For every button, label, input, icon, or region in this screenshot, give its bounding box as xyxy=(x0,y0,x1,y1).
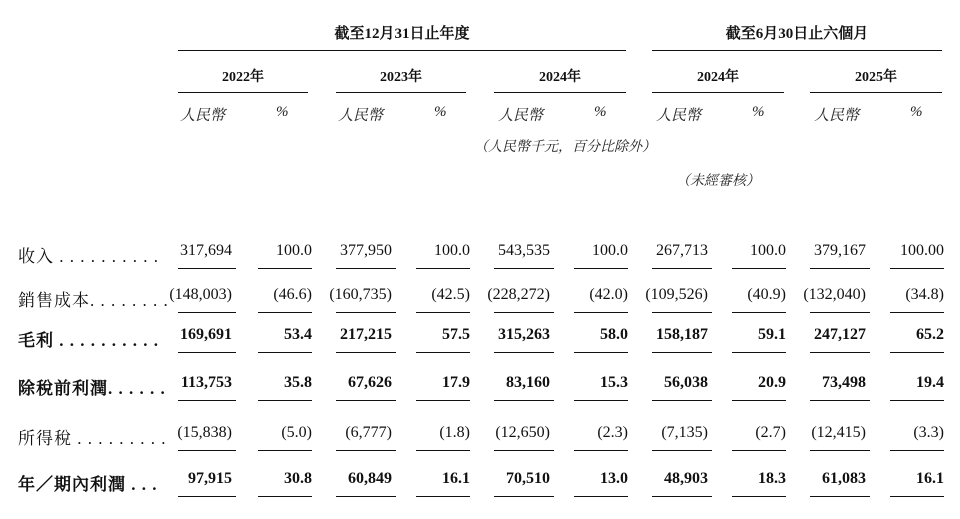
cell-underline xyxy=(178,352,236,353)
amount-cell: 267,713 xyxy=(656,242,708,259)
amount-cell: 377,950 xyxy=(340,242,392,259)
cell-underline xyxy=(810,450,870,451)
cell-underline xyxy=(890,352,944,353)
amount-cell: (148,003) xyxy=(169,286,232,303)
cell-underline xyxy=(258,496,312,497)
percent-cell: 35.8 xyxy=(284,374,312,391)
percent-cell: 30.8 xyxy=(284,470,312,487)
cell-underline xyxy=(494,496,554,497)
cell-underline xyxy=(652,496,712,497)
cell-underline xyxy=(336,312,396,313)
amount-cell: (6,777) xyxy=(345,424,392,441)
currency-label: 人民幣 xyxy=(180,108,226,124)
amount-cell: 83,160 xyxy=(506,374,550,391)
cell-underline xyxy=(494,352,554,353)
amount-cell: (15,838) xyxy=(177,424,232,441)
cell-underline xyxy=(810,496,870,497)
amount-cell: 48,903 xyxy=(664,470,708,487)
amount-cell: (12,650) xyxy=(495,424,550,441)
amount-cell: 61,083 xyxy=(822,470,866,487)
amount-cell: 317,694 xyxy=(180,242,232,259)
percent-label: % xyxy=(594,104,607,120)
percent-cell: (2.7) xyxy=(755,424,786,441)
table-row xyxy=(0,242,960,268)
amount-cell: 217,215 xyxy=(340,326,392,343)
cell-underline xyxy=(178,268,236,269)
percent-label: % xyxy=(752,104,765,120)
percent-cell: 59.1 xyxy=(758,326,786,343)
amount-cell: 379,167 xyxy=(814,242,866,259)
percent-cell: 57.5 xyxy=(442,326,470,343)
year-rule-2025-hy xyxy=(810,92,942,93)
amount-cell: 543,535 xyxy=(498,242,550,259)
cell-underline xyxy=(890,400,944,401)
cell-underline xyxy=(336,496,396,497)
percent-cell: 18.3 xyxy=(758,470,786,487)
percent-cell: 16.1 xyxy=(916,470,944,487)
amount-cell: (109,526) xyxy=(645,286,708,303)
table-row xyxy=(0,470,960,496)
year-rule-2022 xyxy=(178,92,308,93)
percent-cell: (40.9) xyxy=(747,286,786,303)
unaudited-note: （未經審核） xyxy=(676,174,760,189)
amount-cell: 70,510 xyxy=(506,470,550,487)
cell-underline xyxy=(494,400,554,401)
cell-underline xyxy=(574,400,628,401)
cell-underline xyxy=(890,496,944,497)
percent-cell: 17.9 xyxy=(442,374,470,391)
cell-underline xyxy=(890,312,944,313)
cell-underline xyxy=(416,450,470,451)
percent-label: % xyxy=(910,104,923,120)
amount-cell: 315,263 xyxy=(498,326,550,343)
cell-underline xyxy=(890,268,944,269)
percent-cell: (3.3) xyxy=(913,424,944,441)
cell-underline xyxy=(732,496,786,497)
cell-underline xyxy=(494,268,554,269)
percent-cell: (42.0) xyxy=(589,286,628,303)
cell-underline xyxy=(336,352,396,353)
cell-underline xyxy=(652,268,712,269)
group-rule-half-year xyxy=(652,50,942,51)
percent-cell: 100.0 xyxy=(434,242,470,259)
cell-underline xyxy=(652,312,712,313)
table-row xyxy=(0,424,960,450)
cell-underline xyxy=(494,450,554,451)
row-label: 除稅前利潤. . . . . . xyxy=(18,379,166,398)
cell-underline xyxy=(574,312,628,313)
cell-underline xyxy=(652,400,712,401)
cell-underline xyxy=(178,312,236,313)
amount-cell: 247,127 xyxy=(814,326,866,343)
row-label: 銷售成本. . . . . . . . xyxy=(18,291,169,310)
cell-underline xyxy=(810,400,870,401)
cell-underline xyxy=(258,400,312,401)
table-row xyxy=(0,286,960,312)
year-header-2025-hy: 2025年 xyxy=(855,70,897,85)
amount-cell: (160,735) xyxy=(329,286,392,303)
percent-cell: 100.00 xyxy=(900,242,944,259)
percent-cell: (42.5) xyxy=(431,286,470,303)
percent-cell: 100.0 xyxy=(276,242,312,259)
amount-cell: 97,915 xyxy=(188,470,232,487)
amount-cell: (228,272) xyxy=(487,286,550,303)
year-header-2024-hy: 2024年 xyxy=(697,70,739,85)
cell-underline xyxy=(416,268,470,269)
cell-underline xyxy=(574,268,628,269)
amount-cell: (12,415) xyxy=(811,424,866,441)
group-rule-fiscal-year xyxy=(178,50,626,51)
cell-underline xyxy=(494,312,554,313)
cell-underline xyxy=(178,496,236,497)
table-row xyxy=(0,374,960,400)
row-label: 所得稅 . . . . . . . . . xyxy=(18,429,167,448)
cell-underline xyxy=(810,312,870,313)
year-rule-2024-fy xyxy=(494,92,626,93)
percent-cell: 53.4 xyxy=(284,326,312,343)
percent-cell: 58.0 xyxy=(600,326,628,343)
cell-underline xyxy=(810,268,870,269)
cell-underline xyxy=(336,268,396,269)
percent-cell: (5.0) xyxy=(281,424,312,441)
amount-cell: 113,753 xyxy=(180,374,232,391)
percent-cell: (34.8) xyxy=(905,286,944,303)
cell-underline xyxy=(574,352,628,353)
amount-cell: 158,187 xyxy=(656,326,708,343)
group-header-half-year: 截至6月30日止六個月 xyxy=(725,26,869,42)
percent-cell: 13.0 xyxy=(600,470,628,487)
cell-underline xyxy=(416,496,470,497)
cell-underline xyxy=(258,352,312,353)
percent-cell: (1.8) xyxy=(439,424,470,441)
row-label: 毛利 . . . . . . . . . . xyxy=(18,331,159,350)
amount-cell: (132,040) xyxy=(803,286,866,303)
cell-underline xyxy=(652,352,712,353)
amount-cell: 56,038 xyxy=(664,374,708,391)
thousands-note: （人民幣千元，百分比除外） xyxy=(474,140,656,155)
cell-underline xyxy=(810,352,870,353)
amount-cell: 60,849 xyxy=(348,470,392,487)
cell-underline xyxy=(336,450,396,451)
cell-underline xyxy=(178,400,236,401)
group-header-fiscal-year: 截至12月31日止年度 xyxy=(334,26,470,42)
cell-underline xyxy=(258,312,312,313)
cell-underline xyxy=(890,450,944,451)
currency-label: 人民幣 xyxy=(338,108,384,124)
amount-cell: (7,135) xyxy=(661,424,708,441)
percent-cell: 16.1 xyxy=(442,470,470,487)
percent-cell: 100.0 xyxy=(750,242,786,259)
year-rule-2023 xyxy=(336,92,466,93)
cell-underline xyxy=(416,400,470,401)
cell-underline xyxy=(336,400,396,401)
cell-underline xyxy=(732,352,786,353)
percent-cell: (46.6) xyxy=(273,286,312,303)
cell-underline xyxy=(416,352,470,353)
cell-underline xyxy=(732,268,786,269)
percent-label: % xyxy=(434,104,447,120)
cell-underline xyxy=(732,312,786,313)
currency-label: 人民幣 xyxy=(498,108,544,124)
cell-underline xyxy=(416,312,470,313)
amount-cell: 67,626 xyxy=(348,374,392,391)
row-label: 年／期內利潤 . . . xyxy=(18,475,158,494)
percent-cell: 19.4 xyxy=(916,374,944,391)
cell-underline xyxy=(574,496,628,497)
cell-underline xyxy=(178,450,236,451)
cell-underline xyxy=(574,450,628,451)
cell-underline xyxy=(652,450,712,451)
year-header-2023: 2023年 xyxy=(380,70,422,85)
year-header-2024-fy: 2024年 xyxy=(539,70,581,85)
row-label: 收入 . . . . . . . . . . xyxy=(18,247,159,266)
table-row xyxy=(0,326,960,352)
percent-cell: 100.0 xyxy=(592,242,628,259)
percent-cell: 15.3 xyxy=(600,374,628,391)
currency-label: 人民幣 xyxy=(656,108,702,124)
cell-underline xyxy=(258,450,312,451)
year-rule-2024-hy xyxy=(652,92,784,93)
currency-label: 人民幣 xyxy=(814,108,860,124)
year-header-2022: 2022年 xyxy=(222,70,264,85)
cell-underline xyxy=(732,450,786,451)
cell-underline xyxy=(258,268,312,269)
amount-cell: 169,691 xyxy=(180,326,232,343)
amount-cell: 73,498 xyxy=(822,374,866,391)
cell-underline xyxy=(732,400,786,401)
percent-label: % xyxy=(276,104,289,120)
percent-cell: 65.2 xyxy=(916,326,944,343)
percent-cell: (2.3) xyxy=(597,424,628,441)
percent-cell: 20.9 xyxy=(758,374,786,391)
